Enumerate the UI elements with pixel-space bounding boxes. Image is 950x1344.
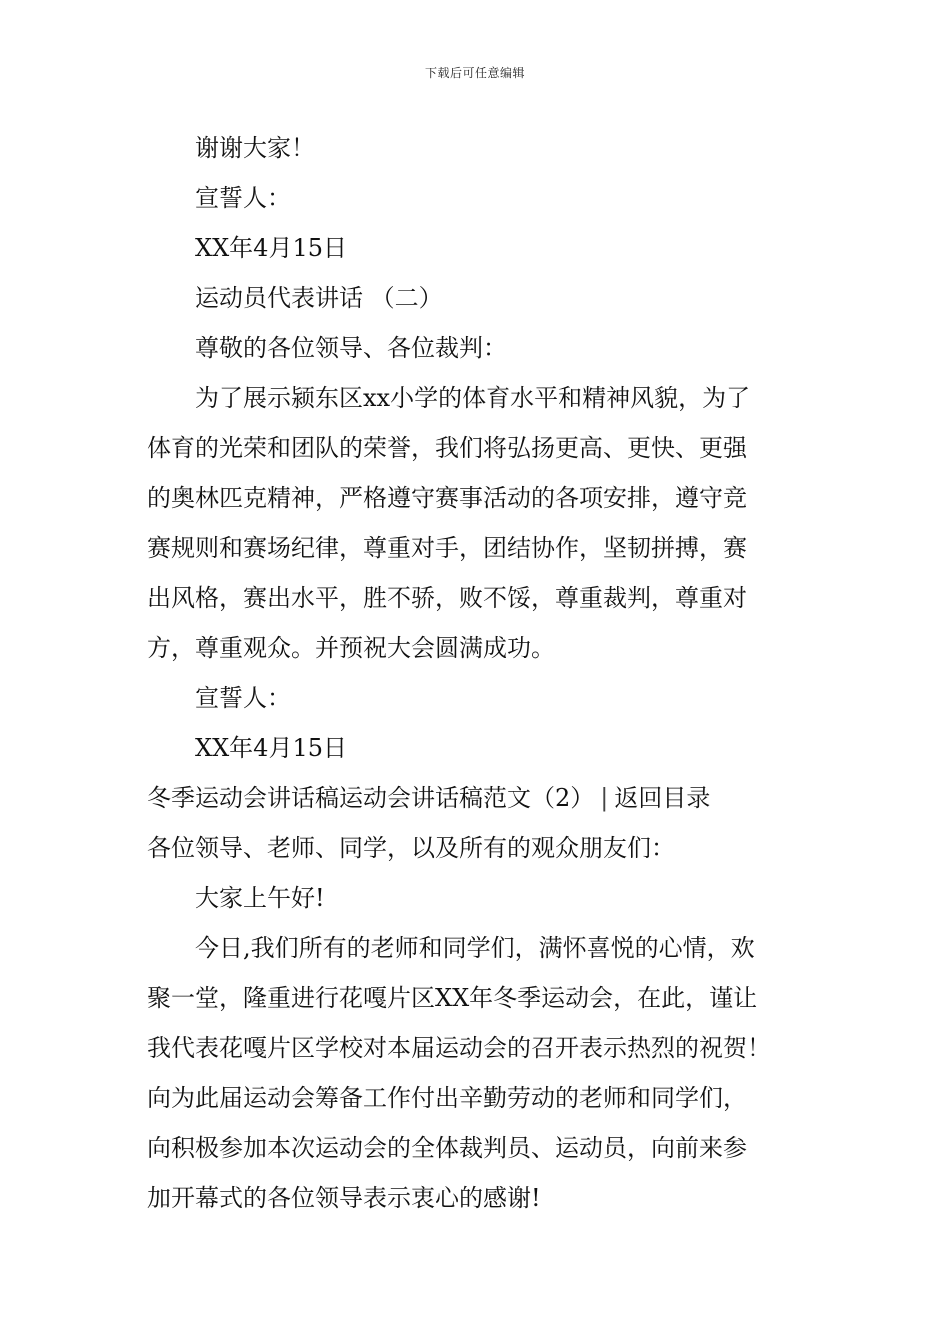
paragraph-line: 为了展示颍东区xx小学的体育水平和精神风貌，为了 <box>195 384 751 412</box>
title-separator: | <box>600 784 609 812</box>
page-header: 下载后可任意编辑 <box>424 66 525 80</box>
paragraph-line: 的奥林匹克精神，严格遵守赛事活动的各项安排，遵守竞 <box>147 484 747 512</box>
paragraph-line: 向为此届运动会筹备工作付出辛勤劳动的老师和同学们， <box>147 1084 747 1112</box>
paragraph-line: 体育的光荣和团队的荣誉，我们将弘扬更高、更快、更强 <box>147 434 747 462</box>
paragraph-line: 向积极参加本次运动会的全体裁判员、运动员，向前来参 <box>147 1134 747 1162</box>
paragraph-line: XX年4月15日 <box>195 734 347 762</box>
paragraph-line: 加开幕式的各位领导表示衷心的感谢! <box>147 1184 541 1212</box>
document-body <box>147 123 809 1223</box>
paragraph-line: 我代表花嘎片区学校对本届运动会的召开表示热烈的祝贺！ <box>147 1034 771 1062</box>
paragraph-line: 出风格，赛出水平，胜不骄，败不馁，尊重裁判，尊重对 <box>147 584 747 612</box>
section-title: 冬季运动会讲话稿运动会讲话稿范文（2） <box>147 784 595 812</box>
paragraph-line: 今日,我们所有的老师和同学们，满怀喜悦的心情，欢 <box>195 934 755 962</box>
paragraph-line: 方，尊重观众。并预祝大会圆满成功。 <box>147 634 555 662</box>
paragraph-line: 聚一堂，隆重进行花嘎片区XX年冬季运动会，在此，谨让 <box>147 984 758 1012</box>
back-to-toc-link[interactable]: 返回目录 <box>614 784 711 812</box>
paragraph-line: 谢谢大家！ <box>195 134 315 162</box>
paragraph-line: 赛规则和赛场纪律，尊重对手，团结协作，坚韧拼搏，赛 <box>147 534 747 562</box>
section-title-row <box>147 773 809 823</box>
paragraph-line: 宣誓人： <box>195 184 291 212</box>
section-heading: 运动员代表讲话 （二） <box>195 284 443 312</box>
paragraph-line: 大家上午好! <box>195 884 325 912</box>
paragraph-line: 各位领导、老师、同学，以及所有的观众朋友们： <box>147 834 675 862</box>
paragraph-line: XX年4月15日 <box>195 234 347 262</box>
paragraph-line: 宣誓人： <box>195 684 291 712</box>
paragraph-line: 尊敬的各位领导、各位裁判： <box>195 334 507 362</box>
